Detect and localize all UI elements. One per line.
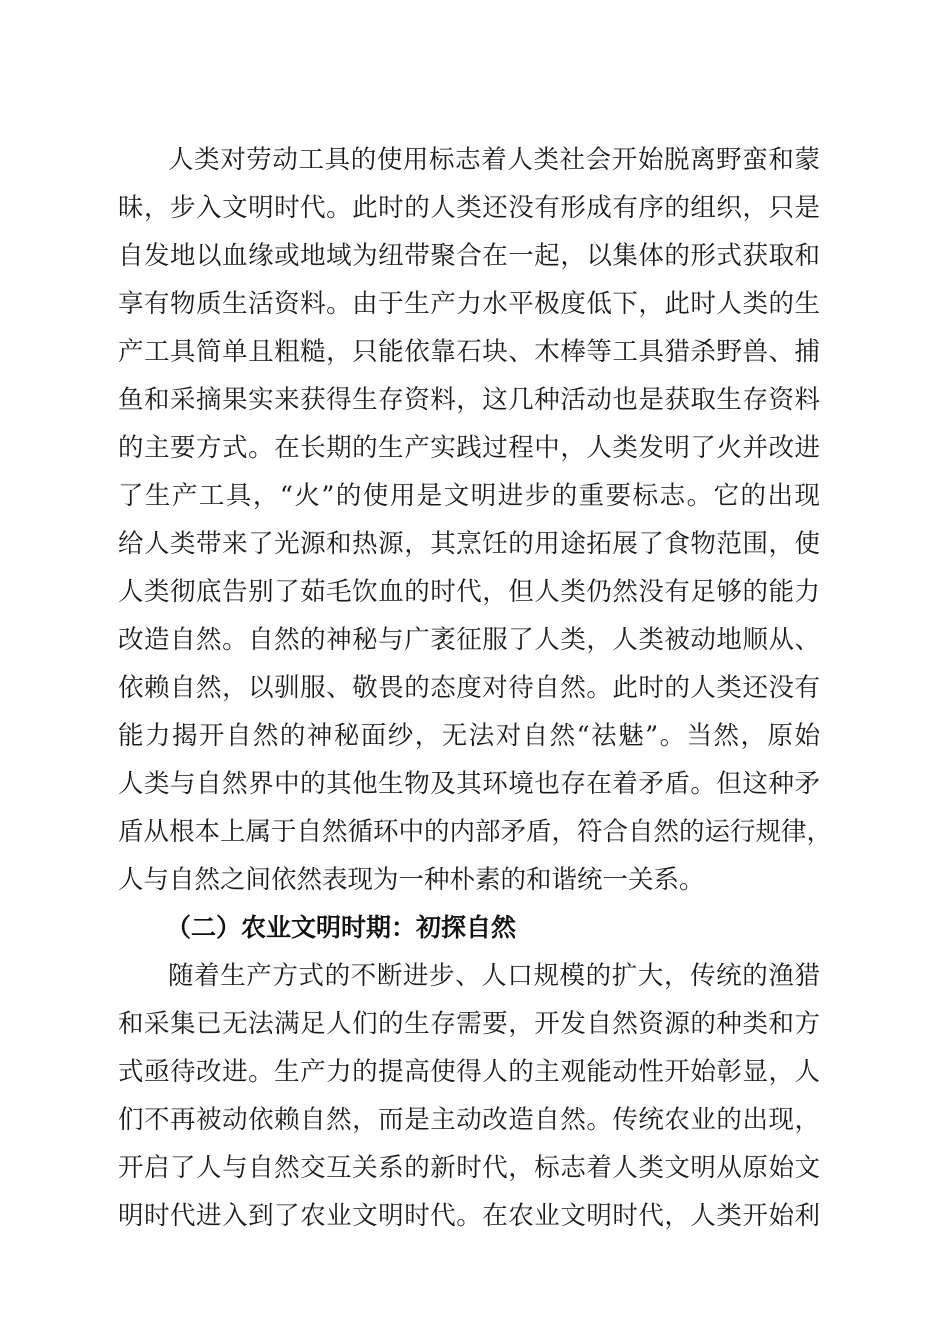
text-line: 人与自然之间依然表现为一种朴素的和谐统一关系。 [118,865,705,895]
text-line: 随着生产方式的不断进步、人口规模的扩大，传统的渔猎 [168,961,820,991]
text-line: 人类对劳动工具的使用标志着人类社会开始脱离野蛮和蒙 [168,145,820,175]
text-line: 人类彻底告别了茹毛饮血的时代，但人类仍然没有足够的能力 [118,577,820,607]
text-line: 和采集已无法满足人们的生存需要，开发自然资源的种类和方 [118,1009,820,1039]
text-line: 开启了人与自然交互关系的新时代，标志着人类文明从原始文 [118,1153,820,1183]
text-line: 了生产工具，“火”的使用是文明进步的重要标志。它的出现 [118,481,820,511]
text-line: 改造自然。自然的神秘与广袤征服了人类，人类被动地顺从、 [118,625,820,655]
text-line: 昧，步入文明时代。此时的人类还没有形成有序的组织，只是 [118,193,820,223]
text-line: 明时代进入到了农业文明时代。在农业文明时代，人类开始利 [118,1201,820,1231]
text-line: 能力揭开自然的神秘面纱，无法对自然“祛魅”。当然，原始 [118,721,820,751]
text-line: 产工具简单且粗糙，只能依靠石块、木棒等工具猎杀野兽、捕 [118,337,820,367]
text-line: 人类与自然界中的其他生物及其环境也存在着矛盾。但这种矛 [118,769,820,799]
text-line: 给人类带来了光源和热源，其烹饪的用途拓展了食物范围，使 [118,529,820,559]
text-line: 依赖自然，以驯服、敬畏的态度对待自然。此时的人类还没有 [118,673,820,703]
text-line: 盾从根本上属于自然循环中的内部矛盾，符合自然的运行规律， [118,817,833,847]
text-line: 鱼和采摘果实来获得生存资料，这几种活动也是获取生存资料 [118,385,820,415]
section-heading: （二）农业文明时期：初探自然 [166,913,517,942]
text-line: 们不再被动依赖自然，而是主动改造自然。传统农业的出现， [118,1105,820,1135]
text-line: 的主要方式。在长期的生产实践过程中，人类发明了火并改进 [118,433,820,463]
text-line: 式亟待改进。生产力的提高使得人的主观能动性开始彰显，人 [118,1057,820,1087]
text-line: 自发地以血缘或地域为纽带聚合在一起，以集体的形式获取和 [118,241,820,271]
text-line: 享有物质生活资料。由于生产力水平极度低下，此时人类的生 [118,289,820,319]
